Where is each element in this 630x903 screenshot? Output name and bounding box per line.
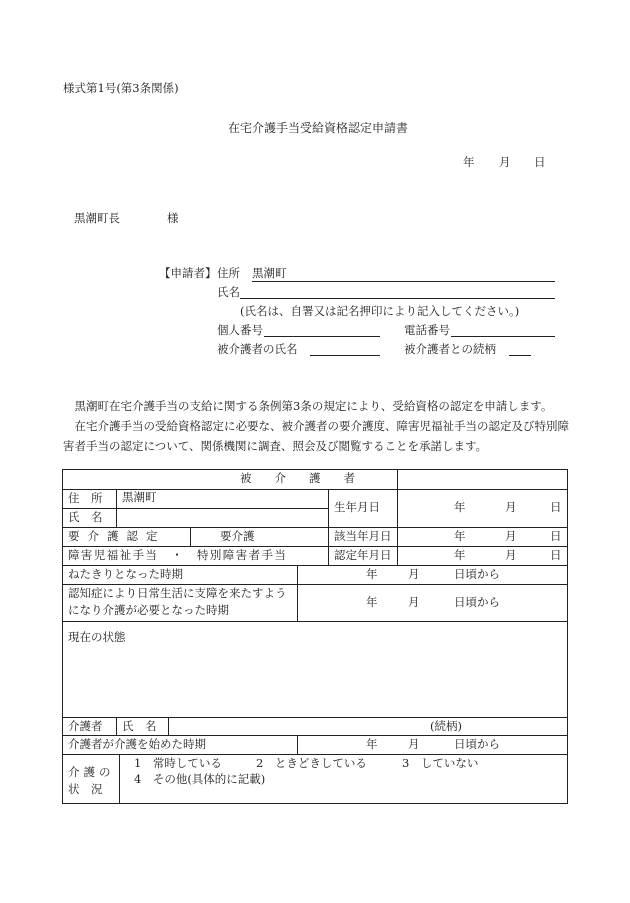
phone-field[interactable] bbox=[451, 336, 555, 337]
table-rule bbox=[62, 754, 568, 755]
care-status-label-line2: 状 況 bbox=[68, 782, 103, 796]
table-rule bbox=[62, 621, 568, 622]
care-start-year: 年 bbox=[366, 737, 378, 751]
relationship-field[interactable] bbox=[509, 355, 531, 356]
table-rule bbox=[62, 717, 568, 718]
table-rule bbox=[62, 735, 568, 736]
bedridden-from: 日頃から bbox=[454, 567, 500, 581]
table-rule bbox=[168, 717, 169, 735]
dementia-month: 月 bbox=[408, 595, 420, 609]
bedridden-month: 月 bbox=[408, 567, 420, 581]
table-rule bbox=[328, 489, 329, 566]
care-start-label: 介護者が介護を始めた時期 bbox=[68, 737, 206, 751]
table-rule bbox=[297, 735, 298, 754]
dementia-label-line1: 認知症により日常生活に支障を来たすよう bbox=[68, 586, 287, 600]
table-rule bbox=[62, 508, 328, 509]
table-rule bbox=[190, 527, 191, 546]
applicant-label: 【申請者】 bbox=[159, 266, 217, 280]
table-rule bbox=[62, 546, 568, 547]
addressee-name: 黒潮町長 bbox=[74, 211, 120, 225]
date-day-label: 日 bbox=[534, 155, 546, 169]
caregiver-relationship-label: (続柄) bbox=[430, 719, 462, 733]
table-rule bbox=[397, 469, 398, 566]
care-recipient-table bbox=[62, 469, 568, 804]
relationship-label: 被介護者との続柄 bbox=[404, 342, 496, 356]
dementia-year: 年 bbox=[366, 595, 378, 609]
applicable-month: 月 bbox=[505, 529, 517, 543]
address-label: 住 所 bbox=[68, 491, 103, 505]
table-rule bbox=[119, 754, 120, 804]
care-status-option-2[interactable]: 2 ときどきしている bbox=[256, 756, 367, 770]
care-status-option-4[interactable]: 4 その他(具体的に記載) bbox=[134, 772, 266, 786]
care-status-option-3[interactable]: 3 していない bbox=[402, 756, 479, 770]
certified-year: 年 bbox=[454, 548, 466, 562]
caregiver-name-label: 氏 名 bbox=[122, 719, 157, 733]
section-header: 被 介 護 者 bbox=[240, 471, 355, 485]
name-label: 氏 名 bbox=[68, 510, 103, 524]
disability-allowance-label: 障害児福祉手当 ・ 特別障害者手当 bbox=[68, 548, 288, 562]
current-state-field[interactable] bbox=[63, 645, 566, 715]
personal-number-label: 個人番号 bbox=[217, 323, 263, 337]
caregiver-label: 介護者 bbox=[68, 719, 103, 733]
consent-paragraph-2: 在宅介護手当の受給資格認定に必要な、被介護者の要介護度、障害児福祉手当の認定及び特別障害者手当の認定について、関係機関に調査、照会及び閲覧することを承諾します。 bbox=[63, 419, 569, 453]
table-rule bbox=[116, 489, 117, 528]
care-recipient-name-label: 被介護者の氏名 bbox=[217, 342, 298, 356]
table-rule bbox=[62, 584, 568, 585]
table-border bbox=[62, 803, 568, 804]
address-value[interactable]: 黒潮町 bbox=[122, 490, 157, 504]
form-number: 様式第1号(第3条関係) bbox=[63, 81, 179, 95]
applicable-year: 年 bbox=[454, 529, 466, 543]
date-month-label: 月 bbox=[499, 155, 511, 169]
consent-text bbox=[63, 396, 573, 456]
care-cert-label: 要介護認定 bbox=[68, 529, 166, 543]
applicant-address-value: 黒潮町 bbox=[252, 266, 287, 280]
applicant-name-label: 氏名 bbox=[217, 285, 240, 299]
care-start-from: 日頃から bbox=[454, 737, 500, 751]
table-rule bbox=[62, 527, 568, 528]
birthdate-label: 生年月日 bbox=[334, 500, 380, 514]
applicable-day: 日 bbox=[550, 529, 562, 543]
care-recipient-name-field[interactable] bbox=[310, 355, 380, 356]
consent-paragraph-1: 黒潮町在宅介護手当の支給に関する条例第3条の規定により、受給資格の認定を申請します。 bbox=[74, 399, 553, 413]
birthdate-year: 年 bbox=[454, 500, 466, 514]
care-cert-value[interactable]: 要介護 bbox=[220, 529, 255, 543]
addressee-honorific: 様 bbox=[167, 211, 179, 225]
certified-month: 月 bbox=[505, 548, 517, 562]
certified-date-label: 認定年月日 bbox=[334, 548, 392, 562]
applicant-name-field[interactable] bbox=[240, 298, 555, 299]
bedridden-label: ねたきりとなった時期 bbox=[68, 567, 183, 581]
dementia-label-line2: になり介護が必要となった時期 bbox=[68, 603, 229, 617]
table-rule bbox=[297, 565, 298, 621]
caregiver-name-field[interactable] bbox=[170, 719, 420, 733]
table-border bbox=[62, 469, 568, 470]
bedridden-year: 年 bbox=[366, 567, 378, 581]
certified-day: 日 bbox=[550, 548, 562, 562]
care-status-option-1[interactable]: 1 常時している bbox=[134, 756, 222, 770]
care-start-month: 月 bbox=[408, 737, 420, 751]
birthdate-day: 日 bbox=[550, 500, 562, 514]
table-rule bbox=[62, 565, 568, 566]
care-status-label-line1: 介護の bbox=[68, 765, 115, 779]
phone-label: 電話番号 bbox=[404, 323, 450, 337]
date-year-label: 年 bbox=[463, 155, 475, 169]
table-rule bbox=[116, 717, 117, 735]
dementia-from: 日頃から bbox=[454, 595, 500, 609]
applicant-address-label: 住所 bbox=[217, 266, 240, 280]
personal-number-field[interactable] bbox=[264, 336, 380, 337]
applicant-address-field[interactable] bbox=[252, 281, 555, 282]
current-state-label: 現在の状態 bbox=[68, 630, 126, 644]
birthdate-month: 月 bbox=[505, 500, 517, 514]
document-title: 在宅介護手当受給資格認定申請書 bbox=[228, 121, 409, 135]
applicable-date-label: 該当年月日 bbox=[334, 529, 392, 543]
applicant-name-note: (氏名は、自署又は記名押印により記入してください。) bbox=[240, 304, 520, 318]
